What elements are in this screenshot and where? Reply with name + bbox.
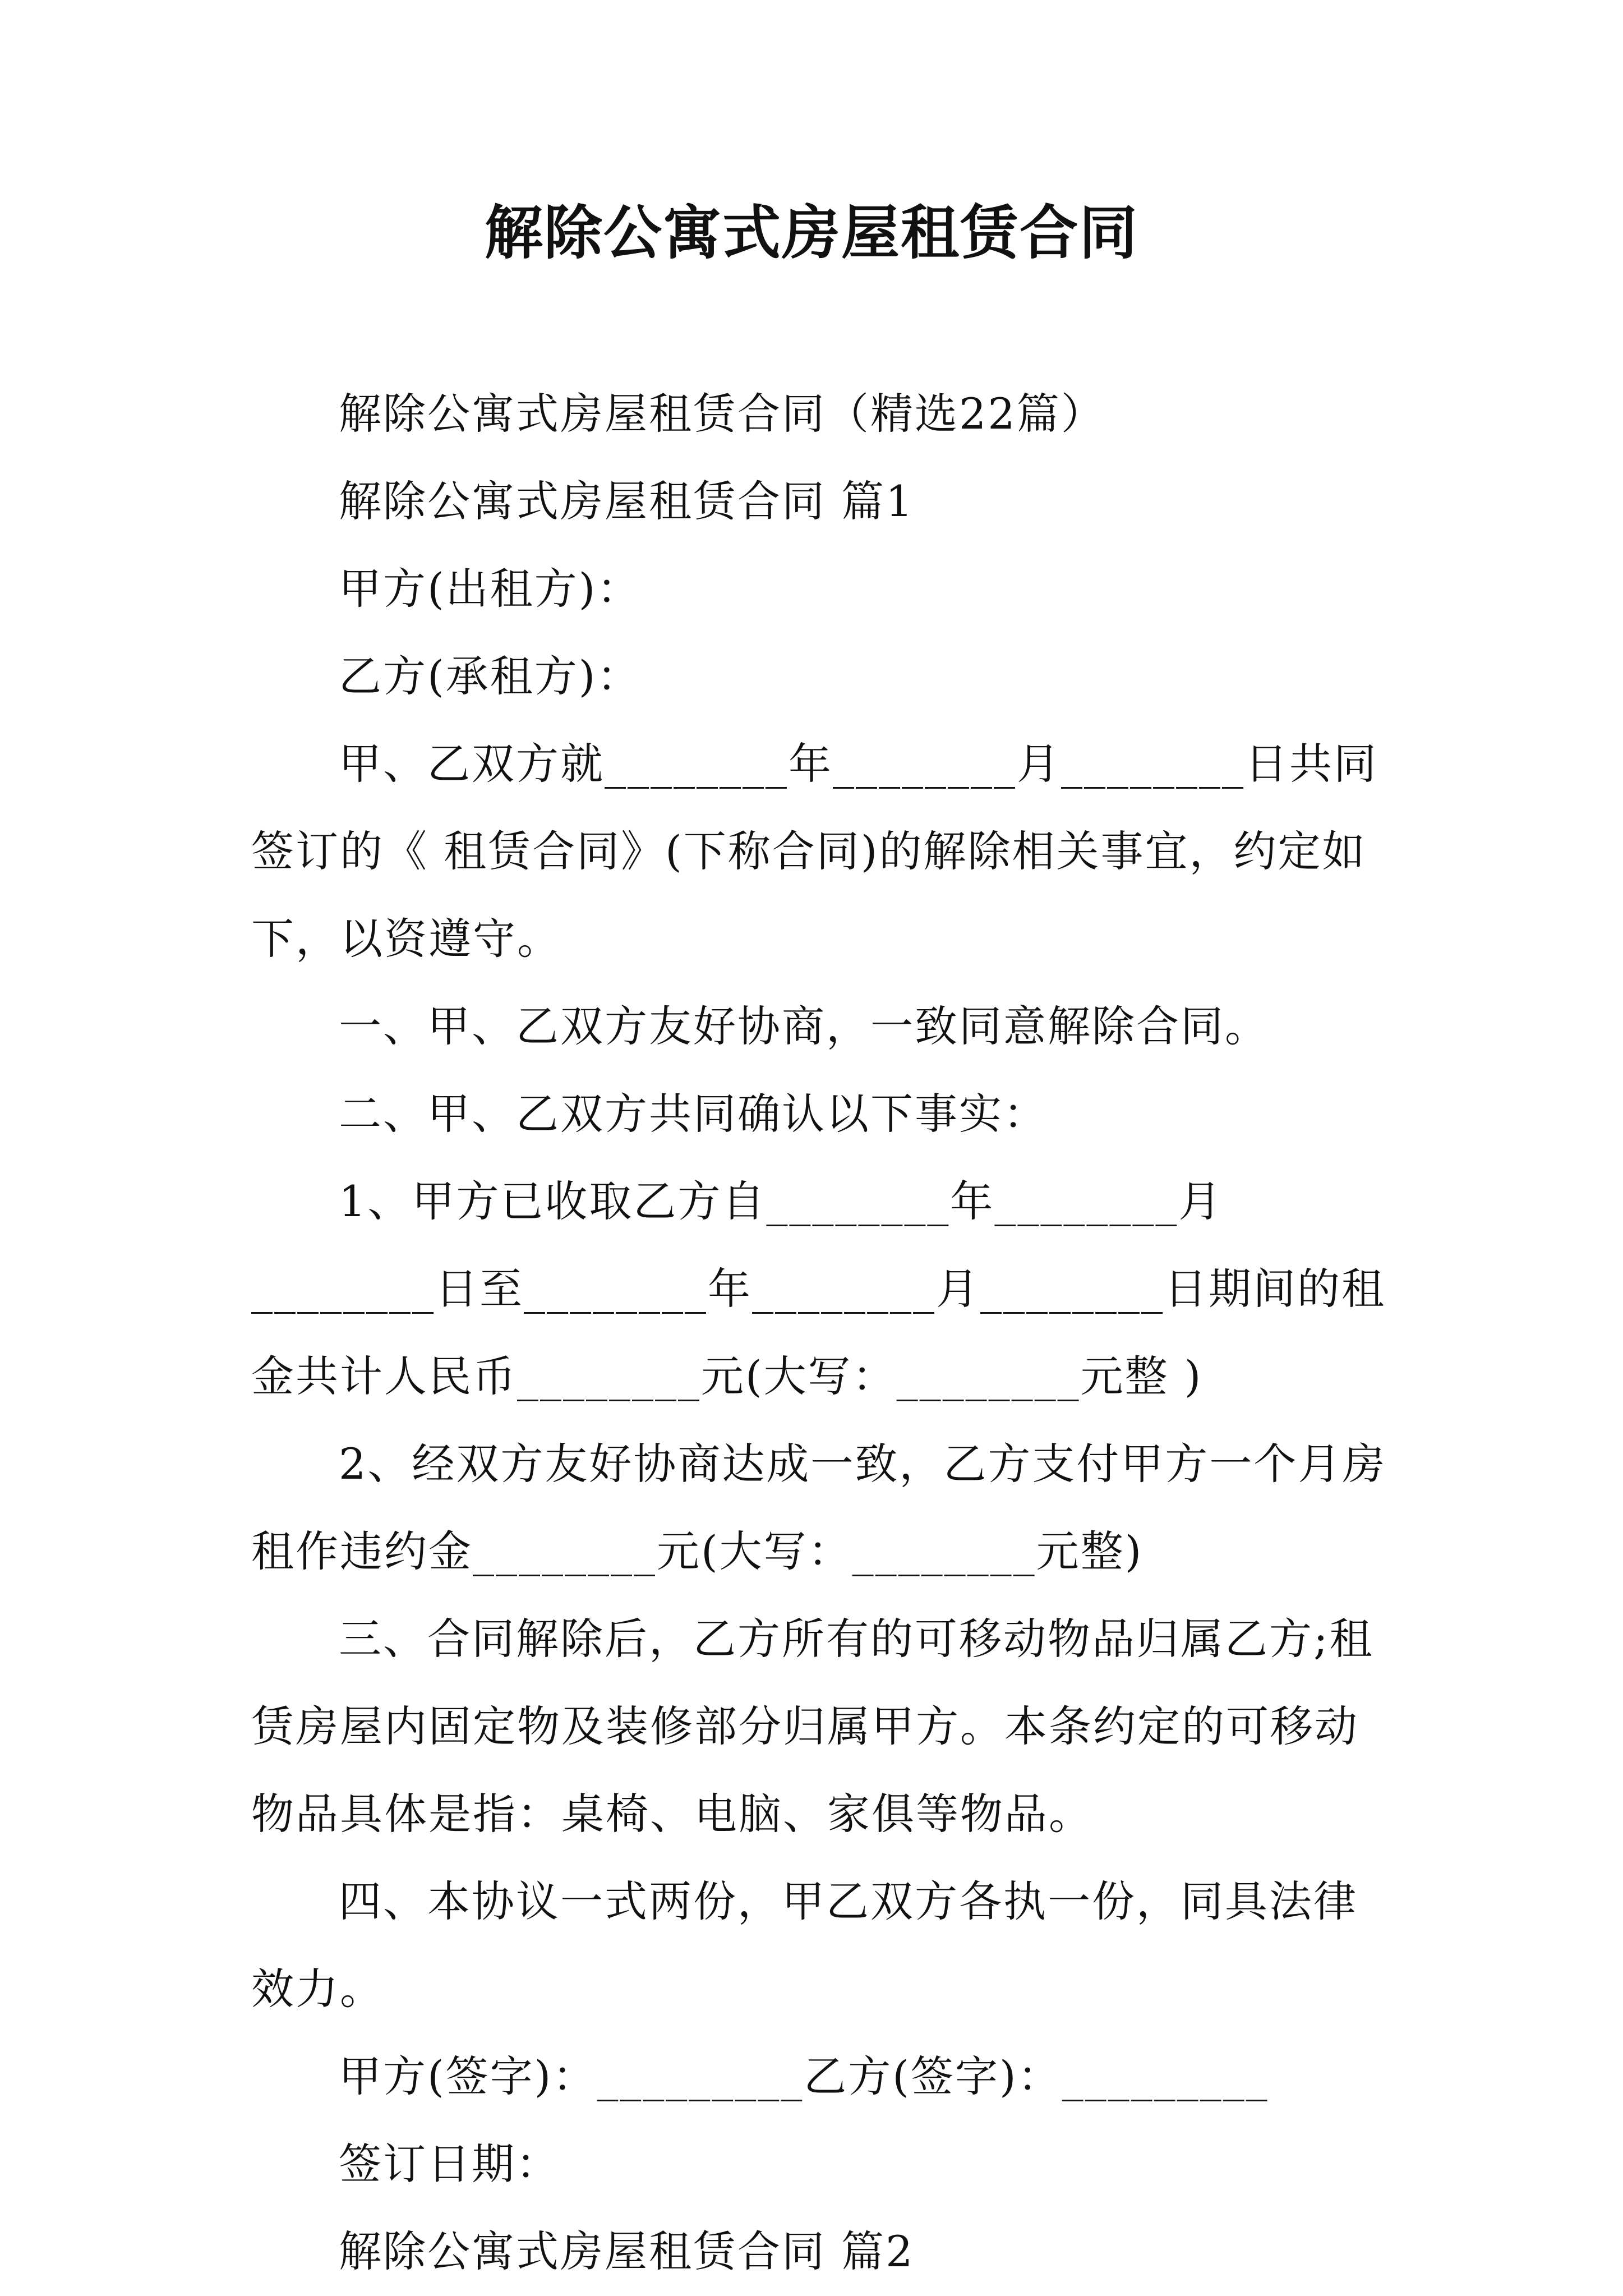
paragraph-preamble: 甲、乙双方就________年________月________日共同签订的《 租赁合同》(下称合同)的解除相关事宜，约定如下，以资遵守。 (251, 739, 1378, 964)
document-body (251, 370, 1390, 2295)
paragraph-section-heading: 解除公寓式房屋租赁合同 篇1 (339, 476, 915, 526)
paragraph-clause-4: 四、本协议一式两份，甲乙双方各执一份，同具法律效力。 (251, 1876, 1358, 2014)
paragraph-subtitle: 解除公寓式房屋租赁合同（精选22篇） (339, 389, 1105, 439)
paragraph-clause-3: 三、合同解除后，乙方所有的可移动物品归属乙方;租赁房屋内固定物及装修部分归属甲方。本条约定的可移动物品具体是指：桌椅、电脑、家俱等物品。 (251, 1614, 1374, 1839)
paragraph-clause-2: 二、甲、乙双方共同确认以下事实： (339, 1089, 1048, 1139)
paragraph-clause-2-item-2: 2、经双方友好协商达成一致，乙方支付甲方一个月房租作违约金________元(大写：________元整) (251, 1439, 1387, 1576)
paragraph-sign-date: 签订日期： (339, 2139, 560, 2189)
paragraph-party-b: 乙方(承租方)： (339, 651, 642, 701)
paragraph-next-section-heading: 解除公寓式房屋租赁合同 篇2 (339, 2226, 915, 2276)
document-title: 解除公寓式房屋租赁合同 (484, 199, 1138, 267)
paragraph-signatures: 甲方(签字)：_________乙方(签字)：_________ (339, 2051, 1269, 2101)
paragraph-clause-1: 一、甲、乙双方友好协商，一致同意解除合同。 (339, 1001, 1269, 1051)
paragraph-clause-2-item-1: 1、甲方已收取乙方自________年________月________日至________年________月________日期间的租金共计人民币________元(大写：________元整 ) (251, 1176, 1386, 1401)
paragraph-party-a: 甲方(出租方)： (339, 564, 642, 614)
